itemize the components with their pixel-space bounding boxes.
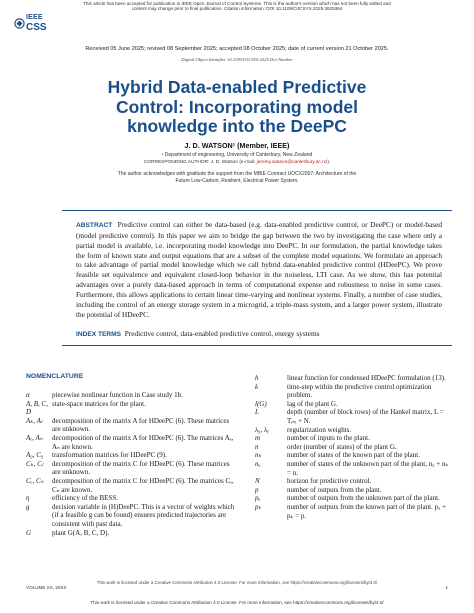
nomenclature-row xyxy=(26,417,238,434)
nomenclature-row xyxy=(26,451,238,460)
nomenclature-row xyxy=(255,477,453,486)
nomenclature-description: time-step within the predictive control optimization problem. xyxy=(287,382,432,400)
nomenclature-symbol: m xyxy=(255,434,261,443)
nomenclature-row xyxy=(255,374,453,383)
nomenclature-symbol: pₖ xyxy=(255,502,262,511)
nomenclature-description: piecewise nonlinear function in Case study 1b. xyxy=(52,391,183,399)
title-line: knowledge into the DeePC xyxy=(127,116,347,136)
nomenclature-list-left xyxy=(26,391,238,537)
corresponding-label: CORRESPONDING AUTHOR: J. D. Watson (e-mail: xyxy=(143,160,257,165)
nomenclature-symbol: pᵤ xyxy=(255,494,261,503)
logo-css-text: CSS xyxy=(26,22,47,33)
nomenclature-row xyxy=(255,408,453,425)
nomenclature-heading: NOMENCLATURE xyxy=(26,373,84,380)
nomenclature-description: transformation matrices for HDeePC (9). xyxy=(52,451,167,460)
nomenclature-row xyxy=(255,426,453,435)
index-terms xyxy=(76,329,442,338)
nomenclature-symbol: p xyxy=(255,485,259,494)
nomenclature-row xyxy=(255,460,453,477)
author-email-link[interactable]: jeremy.watson@canterbury.ac.nz xyxy=(256,160,328,165)
acknowledgement: The author acknowledges with gratitude the support from the MBIE Contract UOCX2007: Architecture of the Future Low-Carbon, Resilient, Electrical Power System. xyxy=(117,171,357,184)
nomenclature-description: decomposition of the matrix C for HDeePC (6). These matrices are unknown. xyxy=(52,459,230,477)
nomenclature-symbol: η xyxy=(26,494,30,503)
nomenclature-row xyxy=(255,494,453,503)
nomenclature-list-right xyxy=(255,374,453,520)
nomenclature-description: regularization weights. xyxy=(287,425,352,434)
abstract-heading: ABSTRACT xyxy=(76,222,113,229)
nomenclature-description: state-space matrices for the plant. xyxy=(52,399,146,408)
nomenclature-symbol: N xyxy=(255,477,260,486)
nomenclature-row xyxy=(26,434,238,451)
nomenclature-description: plant G(A, B, C, D). xyxy=(52,528,110,537)
nomenclature-row xyxy=(26,391,238,400)
nomenclature-symbol: g xyxy=(26,502,30,511)
nomenclature-symbol: k xyxy=(255,382,259,391)
publication-notice-line: This article has been accepted for publication in IEEE Open Journal of Control Systems. This is the author's version which has not been fully edited and xyxy=(83,1,391,6)
nomenclature-description: number of outputs from the unknown part of the plant. xyxy=(287,494,440,503)
nomenclature-row xyxy=(255,383,453,400)
nomenclature-description: number of states of the unknown part of the plant, nᵤ + nₖ = n. xyxy=(287,459,449,477)
index-terms-heading: INDEX TERMS xyxy=(76,331,122,338)
nomenclature-row xyxy=(26,460,238,477)
nomenclature-symbol: λ₉, λᵧ xyxy=(255,425,269,434)
abstract-block xyxy=(76,220,442,319)
abstract-rule-bottom xyxy=(62,345,452,346)
nomenclature-symbol: Cₑ, Cₙ xyxy=(26,476,44,485)
nomenclature-row xyxy=(255,400,453,409)
volume-label: VOLUME XX, 20XX xyxy=(26,585,67,590)
license-notice: This work is licensed under a Creative Commons Attribution 4.0 License. For more information, see https://creativecommons.org/licenses/by/4.0/ xyxy=(90,600,384,605)
nomenclature-description: decomposition of the matrix C for HDeePC (6). The matrices Cₑ, Cₙ are known. xyxy=(52,476,234,494)
nomenclature-symbol: n xyxy=(255,442,259,451)
nomenclature-description: depth (number of block rows) of the Hankel matrix, L = Tᵢₙᵢ + N. xyxy=(287,408,444,425)
nomenclature-row xyxy=(26,400,238,417)
abstract-text: Predictive control can either be data-based (e.g. data-enabled predictive control, or DeePC) or model-based (model predictive control). In this paper we aim to bridge the gap between the two by investigating the case where only a partial model is available, i.e. incorporating model knowledge into DeePC. In our formulation, the partial knowledge takes the form of known state and output equations that are a subset of the complete model equations. We formulate an approach to take advantage of partial model knowledge which we call hybrid data-enabled predictive control (HDeePC). We prove feasible set equivalence and equivalent closed-loop behavior in the noiseless, LTI case. As we show, this has potential advantages over a purely data-based approach in terms of computational expense and robustness to noise in some cases. Furthermore, this allows applications to certain linear time-varying and nonlinear systems. Finally, a number of case studies, including the control of an energy storage system in a microgrid, a triple-mass system, and a larger power system, illustrate the potential of HDeePC. xyxy=(76,220,443,319)
nomenclature-description: decomposition of the matrix A for HDeePC (6). The matrices Aₑ, Aₙ are known. xyxy=(52,433,234,451)
nomenclature-row xyxy=(255,443,453,452)
abstract-rule-top xyxy=(62,210,452,211)
license-note: This work is licensed under a Creative Commons Attribution 4.0 License. For more information, see https://creativecommons.org/licenses/by/4.0/ xyxy=(96,580,378,585)
nomenclature-row xyxy=(26,494,238,503)
page-footer xyxy=(26,585,448,590)
nomenclature-row xyxy=(255,434,453,443)
index-terms-text: Predictive control, data-enabled predictive control, energy systems xyxy=(124,329,320,338)
nomenclature-description: order (number of states) of the plant G. xyxy=(287,442,397,451)
nomenclature-symbol: nₖ xyxy=(255,451,262,460)
nomenclature-row xyxy=(26,529,238,538)
nomenclature-symbol: A, B, C, D xyxy=(26,399,48,417)
corresponding-close: ). xyxy=(327,160,331,165)
ieee-css-logo-icon xyxy=(14,18,25,29)
nomenclature-row xyxy=(255,451,453,460)
nomenclature-description: number of outputs from the plant. xyxy=(287,485,382,494)
nomenclature-symbol: Aₑ, Aₙ xyxy=(26,433,43,442)
title-line: Hybrid Data-enabled Predictive xyxy=(107,77,367,97)
logo-ieee-text: IEEE xyxy=(26,14,43,21)
nomenclature-symbol: Aₖ, Aₗ xyxy=(26,416,43,425)
author-line: J. D. WATSON¹ (Member, IEEE) xyxy=(184,141,290,150)
nomenclature-row xyxy=(26,503,238,529)
nomenclature-description: decision variable in (H)DeePC. This is a vector of weights which (if a feasible g can be found) ensures predicted trajectories are consistent with past data. xyxy=(52,502,235,528)
nomenclature-description: horizon for predictive control. xyxy=(287,477,372,486)
affiliation: ¹ Department of engineering, University of Canterbury, New Zealand xyxy=(161,152,313,158)
title-line: Control: Incorporating model xyxy=(115,96,359,117)
nomenclature-symbol: l(G) xyxy=(255,399,267,408)
nomenclature-symbol: A₉, C₉ xyxy=(26,451,44,460)
nomenclature-symbol: Cₖ, Cₗ xyxy=(26,459,43,468)
nomenclature-row xyxy=(26,477,238,494)
paper-title xyxy=(60,78,414,137)
publication-notice-line: content may change prior to final publication. Citation information: DOI 10.1109/OJCSYS.2025.3625364 xyxy=(131,6,343,12)
publication-notice xyxy=(0,1,474,12)
nomenclature-symbol: L xyxy=(255,408,259,417)
nomenclature-row xyxy=(255,503,453,520)
nomenclature-description: linear function for condensed HDeePC formulation (13). xyxy=(287,374,446,382)
nomenclature-description: lag of the plant G. xyxy=(287,399,338,408)
nomenclature-row xyxy=(255,486,453,495)
ieee-css-logo xyxy=(14,14,54,36)
corresponding-author xyxy=(0,160,474,165)
article-dates: Received 05 June 2025; revised 08 September 2025; accepted 08 October 2025; date of current version 21 October 2025. xyxy=(85,46,389,52)
nomenclature-symbol: h xyxy=(255,374,259,382)
nomenclature-description: efficiency of the BESS. xyxy=(52,494,118,503)
nomenclature-symbol: G xyxy=(26,528,32,537)
nomenclature-description: decomposition of the matrix A for HDeePC (6). These matrices are unknown. xyxy=(52,416,230,434)
nomenclature-description: number of inputs to the plant. xyxy=(287,434,370,443)
nomenclature-description: number of states of the known part of the plant. xyxy=(287,451,420,460)
nomenclature-symbol: nᵤ xyxy=(255,459,261,468)
nomenclature-description: number of outputs from the known part of the plant. pᵤ + pₖ = p. xyxy=(287,502,447,520)
page-number: 1 xyxy=(445,585,448,590)
doi-line: Digital Object Identifier 10.1109/OJCSYS.2025.Doi Number xyxy=(181,57,293,62)
nomenclature-symbol: α xyxy=(26,391,30,399)
